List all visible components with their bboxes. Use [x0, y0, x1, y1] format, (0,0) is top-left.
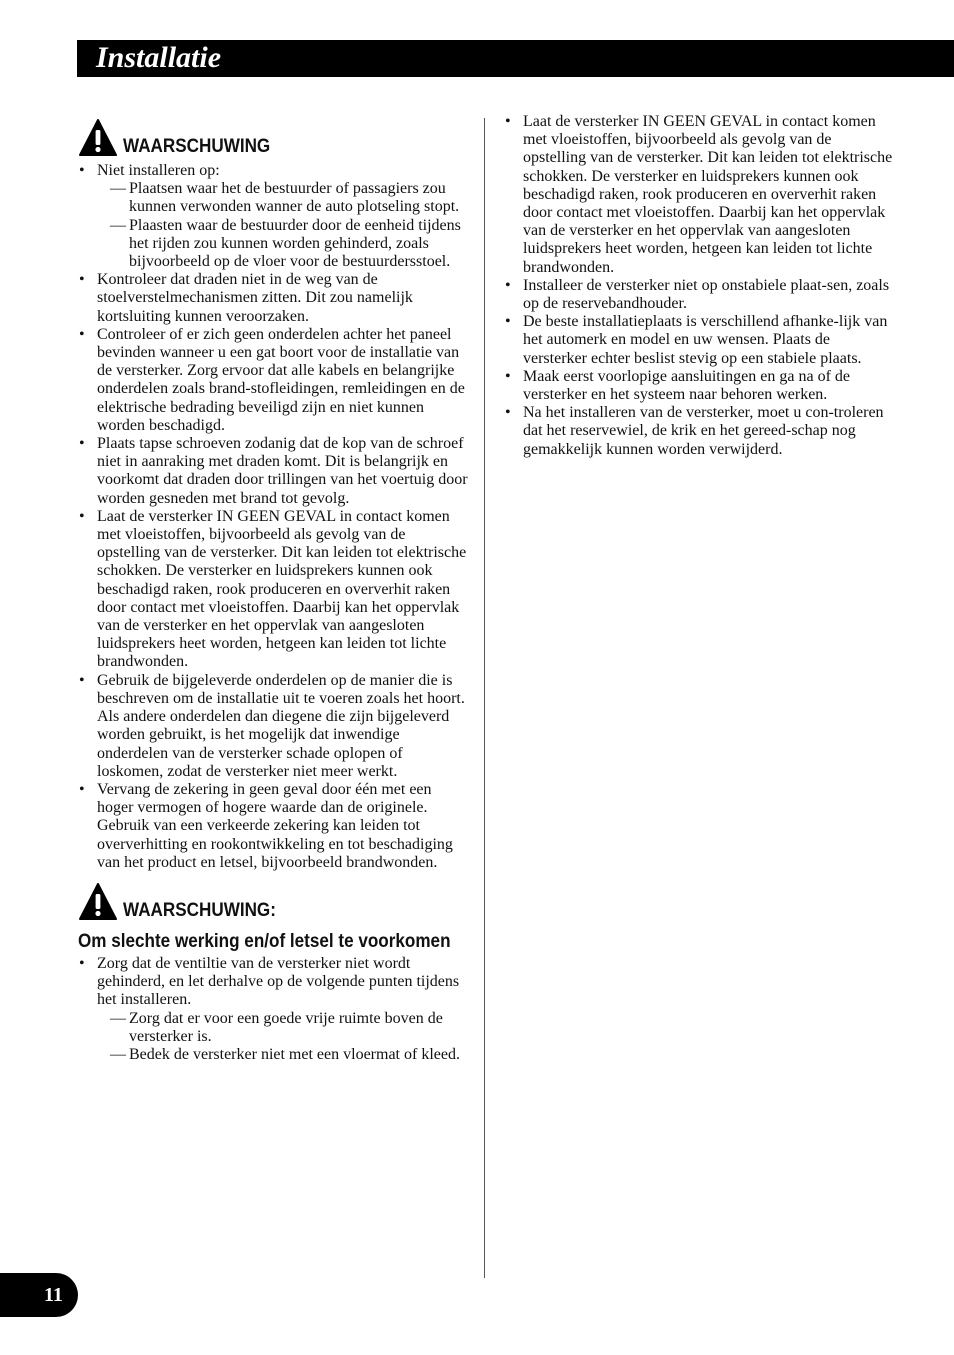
list-item: • Gebruik de bijgeleverde onderdelen op de manier die is beschreven om de installatie uit te voeren zoals het hoort. Als andere onderdelen dan diegene die zijn bijgeleverd worden gebruikt, is het mogelijk dat inwendige onderdelen van de versterker schade oplopen of loskomen, zodat de versterker niet meer werkt. — [78, 672, 470, 781]
list-item — [78, 955, 470, 1064]
left-column — [78, 118, 470, 1064]
warning-list — [78, 955, 470, 1064]
list-item: • Plaats tapse schroeven zodanig dat de kop van de schroef niet in aanraking met draden komt. Dit is belangrijk en voorkomt dat draden door trillingen van het voertuig door worden gesneden met brand tot gevolg. — [78, 435, 470, 508]
warning-section-2 — [78, 882, 470, 1064]
list-item: • Laat de versterker IN GEEN GEVAL in contact komen met vloeistoffen, bijvoorbeeld als gevolg van de opstelling van de versterker. Dit kan leiden tot elektrische schokken. De versterker en luidsprekers kunnen ook beschadigd raken, rook produceren en oververhit raken door contact met vloeistoffen. Daarbij kan het oppervlak van de versterker en het oppervlak van aangesloten luidsprekers heet worden, hetgeen kan leiden tot lichte brandwonden. — [78, 508, 470, 672]
header-bar — [77, 40, 954, 77]
list-item: • Maak eerst voorlopige aansluitingen en ga na of de versterker en het systeem naar behoren werken. — [504, 368, 896, 404]
list-item-text: Niet installeren op: — [97, 162, 220, 179]
list-item: • Vervang de zekering in geen geval door één met een hoger vermogen of hogere waarde dan de originele. Gebruik van een verkeerde zekering kan leiden tot oververhitting en rookontwikkeling en tot beschadiging van het product en letsel, bijvoorbeeld brandwonden. — [78, 781, 470, 872]
warning-list — [78, 162, 470, 872]
sub-item: — Zorg dat er voor een goede vrije ruimte boven de versterker is. — [97, 1010, 470, 1046]
warning-label: WAARSCHUWING: — [123, 899, 276, 921]
list-item: • Controleer of er zich geen onderdelen achter het paneel bevinden wanneer u een gat boort voor de installatie van de versterker. Zorg ervoor dat alle kabels en belangrijke onderdelen zoals brand-stofleidingen, remleidingen en de elektrische bedrading beveiligd zijn en niet kunnen worden beschadigd. — [78, 326, 470, 435]
warning-triangle-icon — [78, 882, 118, 922]
warning-list-continued — [504, 113, 896, 459]
section-subheading: Om slechte werking en/of letsel te voorkomen — [78, 930, 451, 952]
list-item-text: Zorg dat de ventiltie van de versterker niet wordt gehinderd, en let derhalve op de volgende punten tijdens het installeren. — [97, 954, 460, 1009]
page-number: 11 — [44, 1284, 63, 1306]
page-number-tab — [0, 1273, 78, 1317]
list-item: • Kontroleer dat draden niet in de weg van de stoelverstelmechanismen zitten. Dit zou namelijk kortsluiting kunnen veroorzaken. — [78, 271, 470, 326]
right-column — [504, 113, 896, 459]
column-divider — [484, 118, 485, 1278]
list-item: • Installeer de versterker niet op onstabiele plaat-sen, zoals op de reservebandhouder. — [504, 277, 896, 313]
warning-label: WAARSCHUWING — [123, 136, 271, 157]
list-item — [78, 162, 470, 271]
list-item: • Laat de versterker IN GEEN GEVAL in contact komen met vloeistoffen, bijvoorbeeld als gevolg van de opstelling van de versterker. Dit kan leiden tot elektrische schokken. De versterker en luidsprekers kunnen ook beschadigd raken, rook produceren en oververhit raken door contact met vloeistoffen. Daarbij kan het oppervlak van de versterker en het oppervlak van aangesloten luidsprekers heet worden, hetgeen kan leiden tot lichte brandwonden. — [504, 113, 896, 277]
sub-item: — Plaatsen waar het de bestuurder of passagiers zou kunnen verwonden wanner de auto plotseling stopt. — [97, 180, 470, 216]
warning-heading — [78, 118, 470, 158]
sub-item: — Plaasten waar de bestuurder door de eenheid tijdens het rijden zou kunnen worden gehinderd, zoals bijvoorbeeld op de vloer voor de bestuurdersstoel. — [97, 217, 470, 272]
warning-heading — [78, 882, 470, 922]
list-item: • Na het installeren van de versterker, moet u con-troleren dat het reservewiel, de krik en het gereed-schap nog gemakkelijk kunnen worden verwijderd. — [504, 404, 896, 459]
sub-item: — Bedek de versterker niet met een vloermat of kleed. — [97, 1046, 470, 1064]
list-item: • De beste installatieplaats is verschillend afhanke-lijk van het automerk en model en uw wensen. Plaats de versterker echter beslist stevig op een stabiele plaats. — [504, 313, 896, 368]
page-title: Installatie — [96, 41, 222, 74]
warning-triangle-icon — [78, 118, 118, 158]
